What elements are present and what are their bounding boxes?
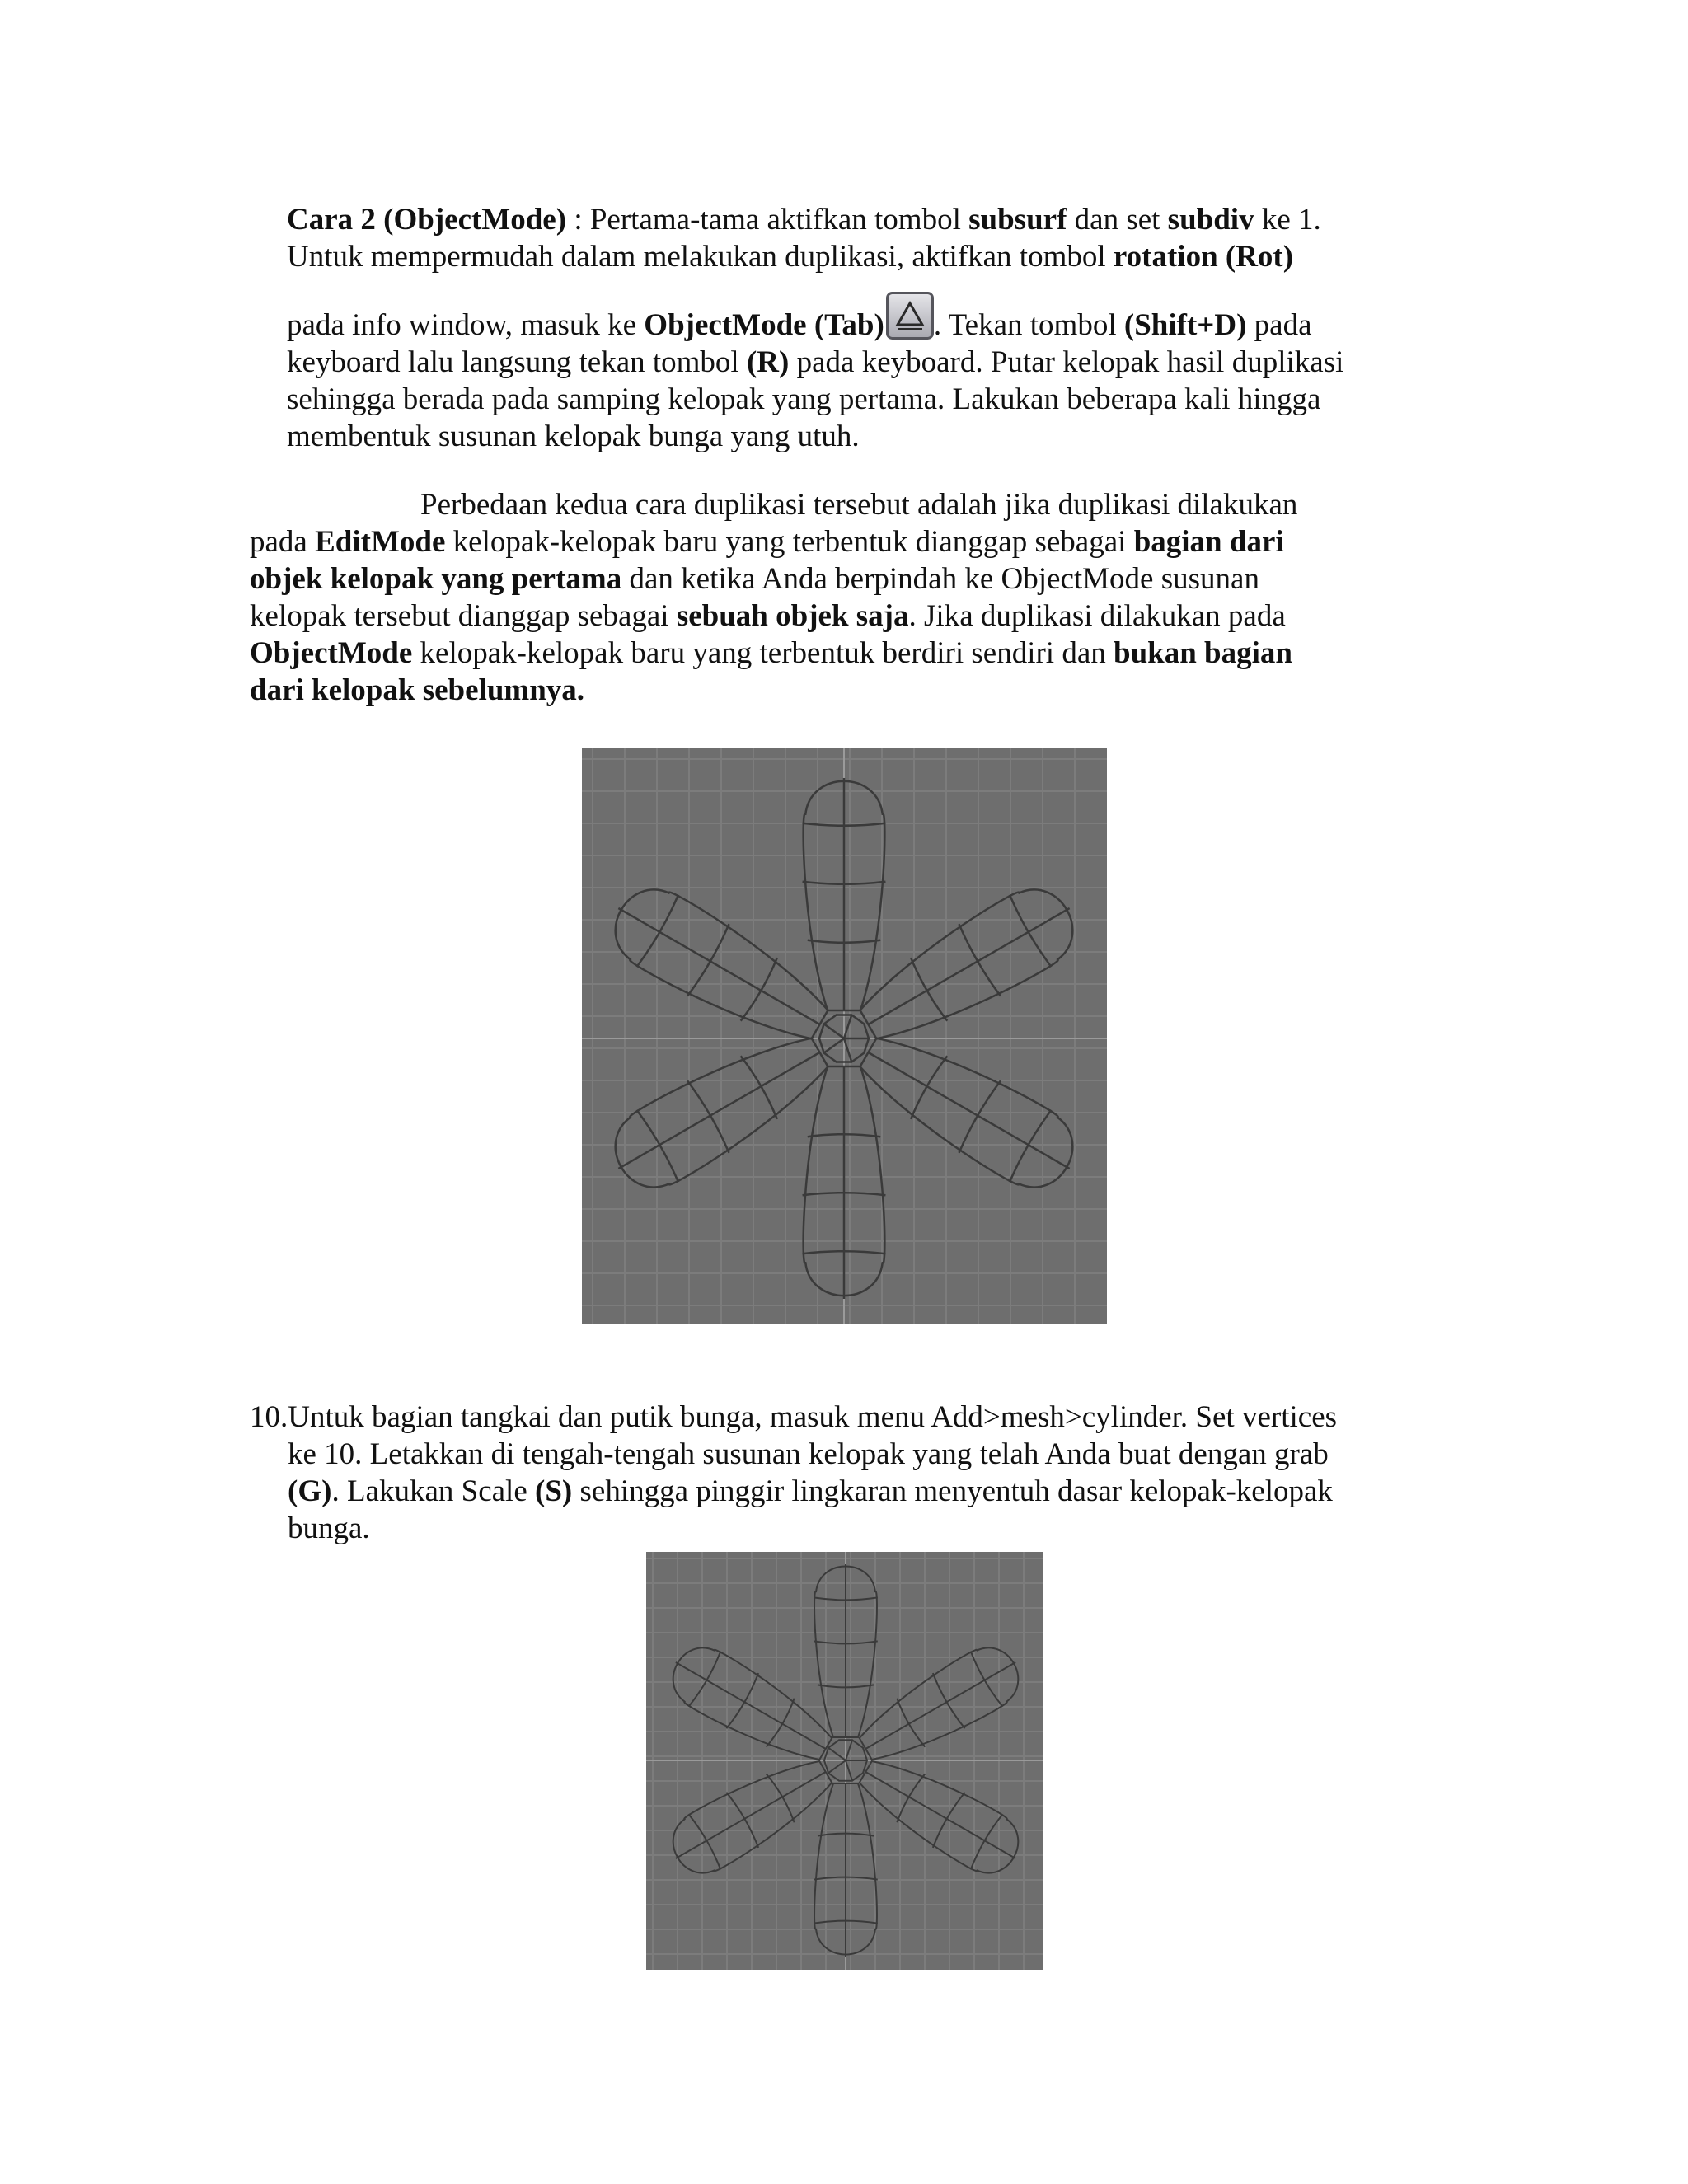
cara2-line-3 bbox=[287, 292, 1457, 344]
bold-text: (Shift+D) bbox=[1123, 308, 1247, 342]
text: . Tekan tombol bbox=[933, 308, 1124, 342]
perbedaan-line-5 bbox=[250, 635, 1453, 672]
perbedaan-line-3 bbox=[250, 560, 1453, 598]
text: pada info window, masuk ke bbox=[287, 308, 645, 342]
cara2-line-2 bbox=[287, 238, 1457, 275]
perbedaan-paragraph bbox=[250, 486, 1453, 709]
bold-text: bukan bagian bbox=[1114, 636, 1292, 670]
bold-text: rotation (Rot) bbox=[1113, 240, 1294, 274]
bold-text: sebuah objek saja bbox=[676, 599, 909, 633]
cara2-line-6: membentuk susunan kelopak bunga yang utuh. bbox=[287, 419, 860, 453]
step10-line-3 bbox=[250, 1473, 1470, 1510]
text: pada keyboard. Putar kelopak hasil duplikasi bbox=[789, 345, 1344, 379]
bold-text: ObjectMode (Tab) bbox=[644, 308, 884, 342]
objectmode-triangle-icon bbox=[886, 292, 934, 340]
text: sehingga pinggir lingkaran menyentuh dasar kelopak-kelopak bbox=[572, 1474, 1333, 1508]
text: kelopak-kelopak baru yang terbentuk dianggap sebagai bbox=[445, 525, 1134, 559]
step10-line-1: 10.Untuk bagian tangkai dan putik bunga, masuk menu Add>mesh>cylinder. Set vertices bbox=[250, 1400, 1338, 1434]
bold-text: bagian dari bbox=[1133, 525, 1284, 559]
cara2-line-1 bbox=[287, 201, 1457, 238]
step10-paragraph bbox=[250, 1399, 1470, 1547]
perbedaan-line-4 bbox=[250, 598, 1453, 635]
fig1-svg bbox=[582, 748, 1107, 1324]
text: kelopak tersebut dianggap sebagai bbox=[250, 599, 677, 633]
perbedaan-line-1: Perbedaan kedua cara duplikasi tersebut adalah jika duplikasi dilakukan bbox=[420, 488, 1298, 522]
text: pada bbox=[1246, 308, 1312, 342]
step10-line-2: ke 10. Letakkan di tengah-tengah susunan kelopak yang telah Anda buat dengan grab bbox=[288, 1437, 1329, 1471]
fig2-svg bbox=[646, 1552, 1043, 1970]
text: dan set bbox=[1067, 203, 1168, 237]
bold-text: dari kelopak sebelumnya. bbox=[250, 673, 585, 707]
text: . Lakukan Scale bbox=[331, 1474, 536, 1508]
perbedaan-line-2 bbox=[250, 523, 1453, 560]
flower-cylinder-wireframe-figure-2 bbox=[646, 1552, 1043, 1970]
bold-text: EditMode bbox=[315, 525, 446, 559]
text: pada bbox=[250, 525, 316, 559]
bold-text: Cara 2 (ObjectMode) bbox=[287, 203, 567, 237]
text: : Pertama-tama aktifkan tombol bbox=[566, 203, 969, 237]
cara2-paragraph bbox=[287, 201, 1457, 455]
bold-text: subsurf bbox=[968, 203, 1067, 237]
cara2-line-4 bbox=[287, 344, 1457, 381]
perbedaan-line-6 bbox=[250, 672, 1453, 709]
bold-text: (S) bbox=[535, 1474, 573, 1508]
bold-text: ObjectMode bbox=[250, 636, 413, 670]
text: ke 1. bbox=[1254, 203, 1321, 237]
text: dan ketika Anda berpindah ke ObjectMode susunan bbox=[621, 562, 1259, 596]
text: kelopak-kelopak baru yang terbentuk berdiri sendiri dan bbox=[412, 636, 1114, 670]
flower-wireframe-figure-1 bbox=[582, 748, 1107, 1324]
text: keyboard lalu langsung tekan tombol bbox=[287, 345, 747, 379]
bold-text: (R) bbox=[746, 345, 790, 379]
bold-text: (G) bbox=[288, 1474, 332, 1508]
bold-text: objek kelopak yang pertama bbox=[250, 562, 622, 596]
cara2-line-5: sehingga berada pada samping kelopak yang pertama. Lakukan beberapa kali hingga bbox=[287, 382, 1321, 416]
text: . Jika duplikasi dilakukan pada bbox=[908, 599, 1286, 633]
text: Untuk mempermudah dalam melakukan duplikasi, aktifkan tombol bbox=[287, 240, 1114, 274]
bold-text: subdiv bbox=[1167, 203, 1254, 237]
step10-line-4: bunga. bbox=[288, 1511, 370, 1545]
